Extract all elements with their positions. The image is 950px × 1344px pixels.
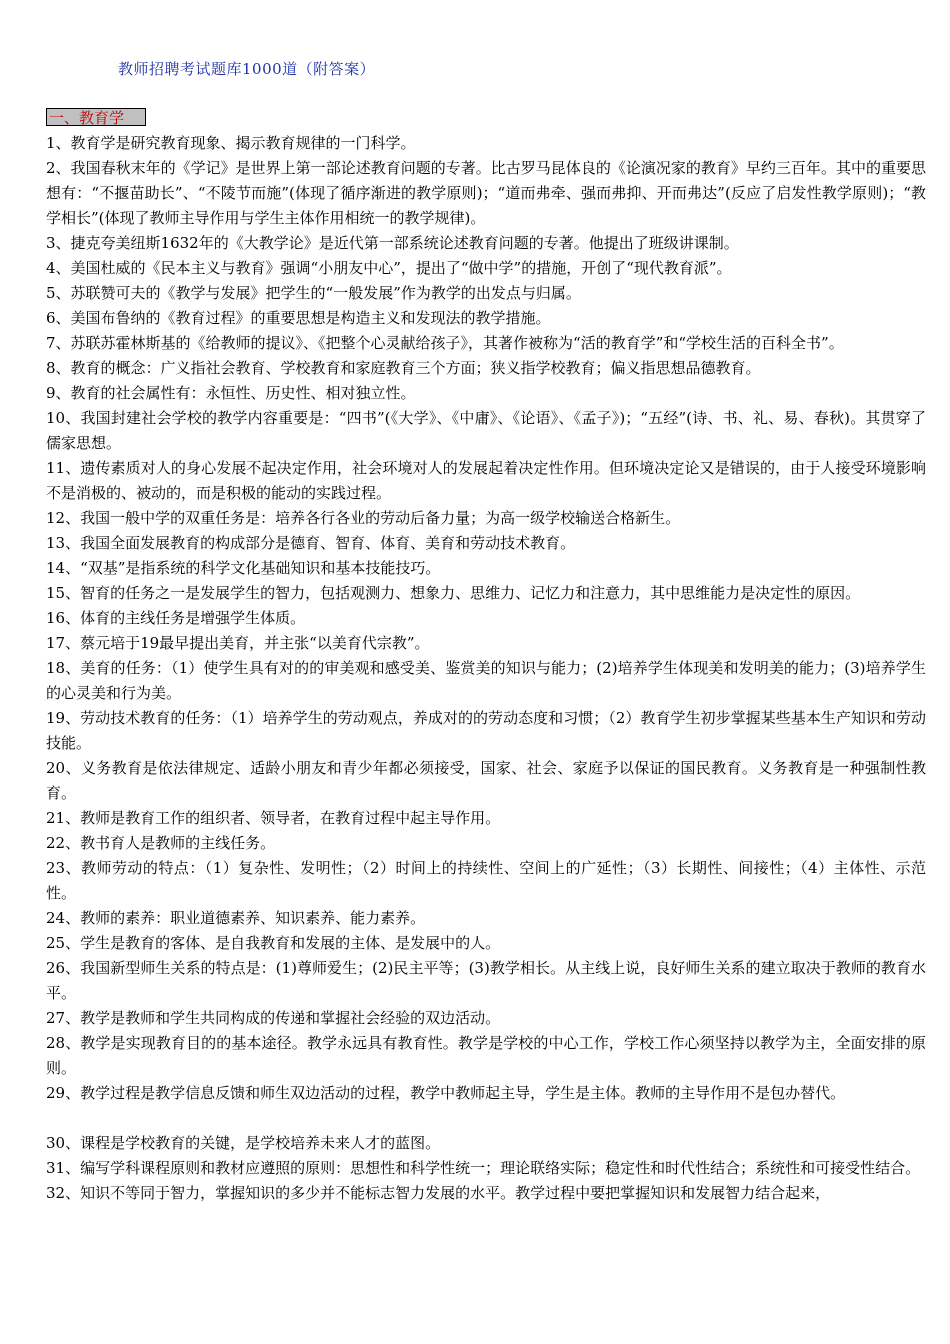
list-item: 15、智育的任务之一是发展学生的智力，包括观测力、想象力、思维力、记忆力和注意力，其中思维能力是决定性的原因。 <box>46 584 861 602</box>
list-item: 2、我国春秋末年的《学记》是世界上第一部论述教育问题的专著。比古罗马昆体良的《论演况家的教育》早约三百年。其中的重要思想有：“不揠苗助长”、“不陵节而施”(体现了循序渐进的教学原则)；“道而弗牵、强而弗抑、开而弗达”(反应了启发性教学原则)；“教学相长”(体现了教师主导作用与学生主体作用相统一的教学规律)。 <box>46 159 926 227</box>
list-item: 13、我国全面发展教育的构成部分是德育、智育、体育、美育和劳动技术教育。 <box>46 534 576 552</box>
list-item: 1、教育学是研究教育现象、揭示教育规律的一门科学。 <box>46 134 416 152</box>
list-item: 16、体育的主线任务是增强学生体质。 <box>46 609 306 627</box>
list-item: 18、美育的任务：（1）使学生具有对的的审美观和感受美、鉴赏美的知识与能力；(2)培养学生体现美和发明美的能力；(3)培养学生的心灵美和行为美。 <box>46 659 926 702</box>
document-title: 教师招聘考试题库1000道（附答案） <box>118 60 376 78</box>
list-item: 23、教师劳动的特点：（1）复杂性、发明性；（2）时间上的持续性、空间上的广延性；（3）长期性、间接性；（4）主体性、示范性。 <box>46 859 926 902</box>
list-item: 6、美国布鲁纳的《教育过程》的重要思想是构造主义和发现法的教学措施。 <box>46 309 551 327</box>
list-item: 19、劳动技术教育的任务：（1）培养学生的劳动观点，养成对的的劳动态度和习惯；（2）教育学生初步掌握某些基本生产知识和劳动技能。 <box>46 709 926 752</box>
list-item: 12、我国一般中学的双重任务是：培养各行各业的劳动后备力量；为高一级学校输送合格新生。 <box>46 509 681 527</box>
list-item: 10、我国封建社会学校的教学内容重要是：“四书”(《大学》、《中庸》、《论语》、《孟子》)；“五经”(诗、书、礼、易、春秋)。其贯穿了儒家思想。 <box>46 409 926 452</box>
section-heading: 一、教育学 <box>46 108 146 126</box>
list-item: 25、学生是教育的客体、是自我教育和发展的主体、是发展中的人。 <box>46 934 501 952</box>
list-item: 7、苏联苏霍林斯基的《给教师的提议》、《把整个心灵献给孩子》，其著作被称为“活的教育学”和“学校生活的百科全书”。 <box>46 334 844 352</box>
list-item: 31、编写学科课程原则和教材应遵照的原则：思想性和科学性统一；理论联络实际；稳定性和时代性结合；系统性和可接受性结合。 <box>46 1159 921 1177</box>
list-item: 22、教书育人是教师的主线任务。 <box>46 834 276 852</box>
list-item: 30、课程是学校教育的关键，是学校培养未来人才的蓝图。 <box>46 1134 441 1152</box>
list-item: 20、义务教育是依法律规定、适龄小朋友和青少年都必须接受，国家、社会、家庭予以保证的国民教育。义务教育是一种强制性教育。 <box>46 759 926 802</box>
list-item: 5、苏联赞可夫的《教学与发展》把学生的“一般发展”作为教学的出发点与归属。 <box>46 284 581 302</box>
list-item: 9、教育的社会属性有：永恒性、历史性、相对独立性。 <box>46 384 416 402</box>
list-item: 14、“双基”是指系统的科学文化基础知识和基本技能技巧。 <box>46 559 441 577</box>
list-item: 32、知识不等同于智力，掌握知识的多少并不能标志智力发展的水平。教学过程中要把掌握知识和发展智力结合起来， <box>46 1184 831 1202</box>
list-item: 17、蔡元培于19最早提出美育，并主张“以美育代宗教”。 <box>46 634 430 652</box>
list-item: 21、教师是教育工作的组织者、领导者，在教育过程中起主导作用。 <box>46 809 501 827</box>
item-list <box>46 131 926 1206</box>
list-item: 28、教学是实现教育目的的基本途径。教学永远具有教育性。教学是学校的中心工作，学校工作心须坚持以教学为主，全面安排的原则。 <box>46 1034 926 1077</box>
list-item: 26、我国新型师生关系的特点是：(1)尊师爱生；(2)民主平等；(3)教学相长。从主线上说，良好师生关系的建立取决于教师的教育水平。 <box>46 959 926 1002</box>
list-item: 24、教师的素养：职业道德素养、知识素养、能力素养。 <box>46 909 426 927</box>
list-item: 3、捷克夸美纽斯1632年的《大教学论》是近代第一部系统论述教育问题的专著。他提出了班级讲课制。 <box>46 234 739 252</box>
list-item: 4、美国杜威的《民本主义与教育》强调“小朋友中心”，提出了“做中学”的措施，开创了“现代教育派”。 <box>46 259 732 277</box>
list-item: 29、教学过程是教学信息反馈和师生双边活动的过程，教学中教师起主导，学生是主体。教师的主导作用不是包办替代。 <box>46 1084 846 1102</box>
list-item: 11、遗传素质对人的身心发展不起决定作用，社会环境对人的发展起着决定性作用。但环境决定论又是错误的，由于人接受环境影响不是消极的、被动的，而是积极的能动的实践过程。 <box>46 459 926 502</box>
list-item: 8、教育的概念：广义指社会教育、学校教育和家庭教育三个方面；狭义指学校教育；偏义指思想品德教育。 <box>46 359 761 377</box>
list-item: 27、教学是教师和学生共同构成的传递和掌握社会经验的双边活动。 <box>46 1009 501 1027</box>
